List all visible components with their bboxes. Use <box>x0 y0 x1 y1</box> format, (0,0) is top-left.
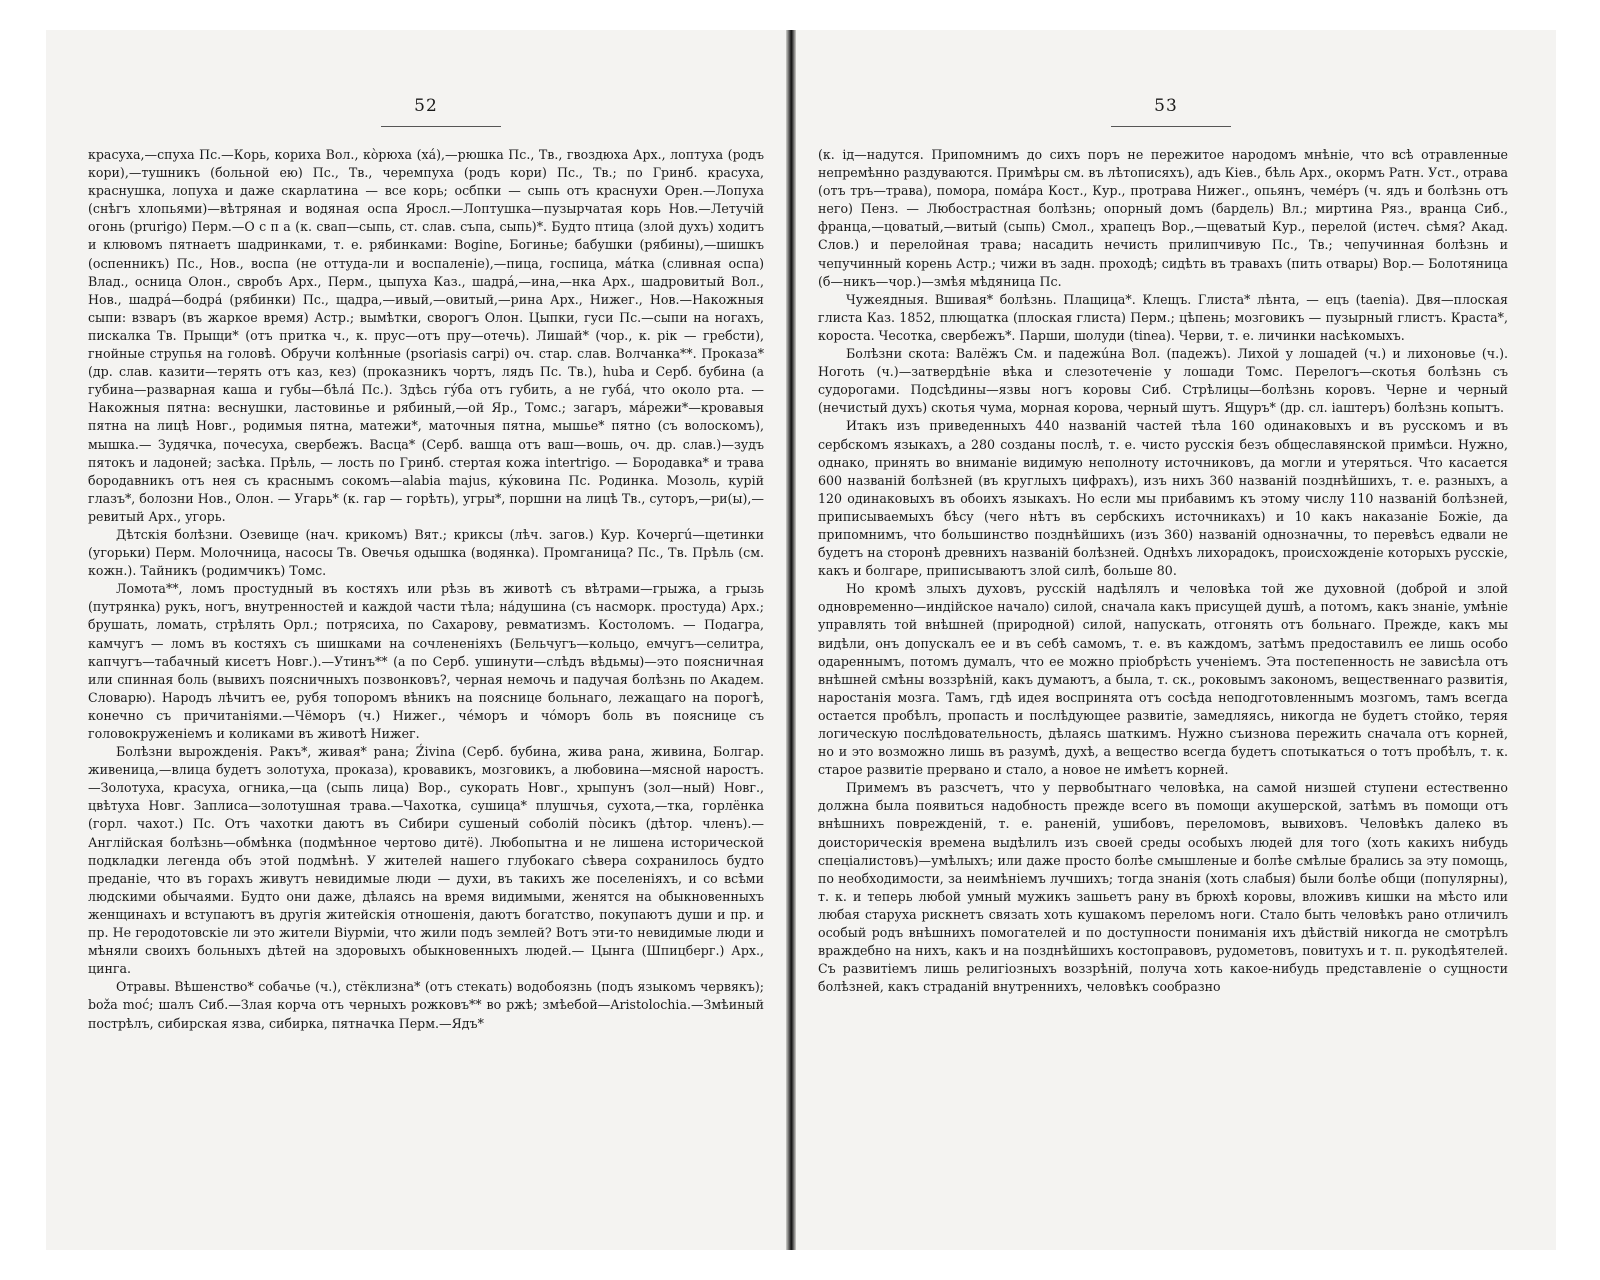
page-text <box>818 146 1508 996</box>
right-page <box>796 30 1556 1250</box>
page-number: 53 <box>1154 96 1178 116</box>
page-number: 52 <box>414 96 438 116</box>
paragraph: красуха,—спуха Пс.—Корь, кориха Вол., кòрюха (хá),—рюшка Пс., Тв., гвоздюха Арх., лоптуха (родъ кори),—тушникъ (больной ею) Пс., Тв., черемпуха (родъ кори) Пс., Тв.; по Гринб. красуха, краснушка, лопуха и даже скарлатина — все корь; осбпки — сыпь отъ краснухи Орен.—Лопуха (снѣгъ хлопьями)—вѣтряная и водяная оспа Яросл.—Лоптушка—пузырчатая корь Нов.—Летучій огонь (prurigo) Перм.—О с п а (к. свап—сыпь, ст. слав. съпа, сыпь)*. Будто птица (злой духъ) ходитъ и клювомъ пятнаетъ шадринками, т. е. рябинками: Bogine, Богинье; бабушки (рябины),—шишкъ (оспенникъ) Пс., Нов., воспа (не оттуда-ли и воспаленіе),—пица, госпица, мáтка (сливная оспа) Влад., осница Олон., свробъ Арх., Перм., цыпуха Каз., шадрá,—ина,—нка Арх., шадровитый Вол., Нов., шадрá—бодрá (рябинки) Пс., щадра,—ивый,—овитый,—рина Арх., Нижег., Нов.—Накожныя сыпи: взваръ (въ жаркое время) Астр.; вымѣтки, сворогъ Олон. Цыпки, гуси Пс.—сыпи на ногахъ, пискалка Тв. Прыщи* (отъ притка ч., к. прус—отъ пру—отечь). Лишай* (чор., к. рік — гребсти), гнойные струпья на головѣ. Обручи колѣнные (psoriasis carpi) оч. стар. слав. Волчанка**. Проказа* (др. слав. казити—терять отъ каз, кез) (проказникъ чортъ, лядъ Пс. Тв.), huba и Серб. бубина (а губина—разварная каша и губы—бѣлá Пс.). Здѣсь гýба отъ губить, а не губá, что около рта. — Накожныя пятна: веснушки, ластовинье и рябиный,—ой Яр., Томс.; загаръ, мáрежи*—кровавыя пятна на лицѣ Новг., родимыя пятна, матежи*, маточныя пятна, мышье* пятно (съ волоскомъ), мышка.— Зудячка, почесуха, свербежъ. Васца* (Серб. вашца отъ ваш—вошь, оч. др. слав.)—зудъ пятокъ и ладоней; засѣка. Прѣль, — лость по Гринб. стертая кожа intertrigo. — Бородавка* и трава бородавникъ отъ нея съ краснымъ сокомъ—alabia majus, кýковина Пс. Родинка. Мозоль, курій глазъ*, болозни Нов., Олон. — Угарь* (к. гар — горѣть), угры*, поршни на лицѣ Тв., суторъ,—ри(ы),—ревитый Арх., угорь. <box>88 147 764 524</box>
page-text <box>88 146 764 1033</box>
book-gutter <box>786 30 796 1250</box>
paragraph: Итакъ изъ приведенныхъ 440 названій частей тѣла 160 одинаковыхъ и въ русскомъ и въ сербскомъ языкахъ, а 280 созданы послѣ, т. е. чисто русскія безъ общеславянской примѣси. Нужно, однако, принять во вниманіе видимую неполноту источниковъ, да могли и утеряться. Что касается 600 названій болѣзней (въ круглыхъ цифрахъ), изъ нихъ 360 названій позднѣйшихъ, т. е. разныхъ, а 120 одинаковыхъ въ обоихъ языкахъ. Но если мы прибавимъ къ этому числу 110 названій болѣзней, приписываемыхъ бѣсу (чего нѣтъ въ сербскихъ источникахъ) и 10 какъ наказаніе Божіе, да припомнимъ, что большинство позднѣйшихъ (изъ 360) названій однозначны, то перевѣсъ едвали не будетъ на сторонѣ древнихъ названій болѣзней. Однѣхъ лихорадокъ, происхожденіе которыхъ русскіе, какъ и болгаре, приписываютъ злой силѣ, больше 80. <box>818 418 1508 579</box>
paragraph: Но кромѣ злыхъ духовъ, русскій надѣлялъ и человѣка той же духовной (доброй и злой одновременно—индійское начало) силой, сначала какъ присущей душѣ, а потомъ, какъ знаніе, умѣніе управлять той внѣшней (природной) силой, напускать, отгонять отъ больнаго. Прежде, какъ мы видѣли, онъ допускалъ ее и въ себѣ самомъ, т. е. въ каждомъ, затѣмъ предоставилъ ее лишь особо одареннымъ, потомъ думалъ, что ее можно пріобрѣсть ученіемъ. Эта постепенность не зависѣла отъ внѣшней смѣны воззрѣній, какъ думаютъ, а была, т. ск., роковымъ закономъ, вещественнаго развитія, наростанія мозга. Тамъ, гдѣ идея воспринята отъ сосѣда неподготовленнымъ мозгомъ, тамъ всегда остается пробѣлъ, пропасть и послѣдующее развитіе, замедляясь, никогда не будетъ стойко, теряя логическую послѣдовательность, дѣлаясь шаткимъ. Нужно съизнова пережить сначала отъ корней, но и это возможно лишь въ разумѣ, духѣ, а вещество всегда будетъ спотыкаться о тотъ пробѣлъ, т. к. старое развитіе прервано и стало, а новое не имѣетъ корней. <box>818 581 1508 778</box>
paragraph: Болѣзни вырожденія. Ракъ*, живая* рана; Źivina (Серб. бубина, жива рана, живина, Болгар. живеница,—влица будетъ золотуха, проказа), кровавикъ, мозговикъ, а любовина—мясной наростъ.—Золотуха, красуха, огника,—ца (сыпь лица) Вор., сукорать Новг., хрыпунъ (зол—ный) Новг., цвѣтуха Новг. Заплиса—золотушная трава.—Чахотка, сушица* плушчья, сухота,—тка, горлёнка (горл. чахот.) Пс. Отъ чахотки даютъ въ Сибири сушеный соболій пòсикъ (дѣтор. членъ).—Англійская болѣзнь—обмѣнка (подмѣнное чертово дитё). Любопытна и не лишена исторической подкладки легенда объ этой подмѣнѣ. У жителей нашего глубокаго сѣвера сохранилось будто преданіе, что въ горахъ живутъ невидимые люди — духи, въ такихъ же поселеніяхъ, и со всѣми людскими обычаями. Будто они даже, дѣлаясь на время видимыми, женятся на обыкновенныхъ женщинахъ и вступаютъ въ другія житейскія отношенія, даютъ богатство, покупаютъ души и пр. и пр. Не геродотовскіе ли это жители Віурміи, что жили подъ землей? Вотъ эти-то невидимые люди и мѣняли своихъ больныхъ дѣтей на здоровыхъ обыкновенныхъ людей.— Цынга (Шпицберг.) Арх., цинга. <box>88 744 764 977</box>
header-rule <box>381 126 501 127</box>
header-rule <box>1111 126 1231 127</box>
paragraph: (к. ід—надутся. Припомнимъ до сихъ поръ не пережитое народомъ мнѣніе, что всѣ отравленные непремѣнно раздуваются. Примѣры см. въ лѣтописяхъ), адъ Кіев., бѣль Арх., окормъ Ратн. Уст., отрава (отъ тръ—трава), помора, помáра Кост., Кур., протрава Нижег., опьянъ, чемéръ (ч. ядъ и болѣзнь отъ него) Пенз. — Любострастная болѣзнь; опорный домъ (бардель) Вл.; миртина Ряз., вранца Сиб., франца,—цоватый,—витый (сыпь) Смол., храпецъ Вор.,—щеватый Кур., перелой (истеч. сѣмя? Акад. Слов.) и перелойная трава; насадить нечисть прилипчивую Пс., Тв.; чепучинная болѣзнь и чепучинный корень Астр.; чижи въ задн. проходѣ; сидѣть въ травахъ (пить отвары) Вор.— Болотяница (б—никъ—чор.)—змѣя мѣдяница Пс. <box>818 147 1508 289</box>
left-page <box>46 30 786 1250</box>
paragraph: Примемъ въ разсчетъ, что у первобытнаго человѣка, на самой низшей ступени естественно должна была появиться надобность прежде всего въ помощи акушерской, затѣмъ въ помощи отъ внѣшнихъ поврежденій, т. е. раненій, ушибовъ, переломовъ, вывиховъ. Человѣкъ далеко въ доисторическія времена выдѣлилъ изъ своей среды особыхъ людей для того (хоть какихъ нибудь спеціалистовъ)—умѣлыхъ; или даже просто болѣе смышленые и болѣе смѣлые брались за эту помощь, по необходимости, за неимѣніемъ лучшихъ; тогда знанія (хоть слабыя) были болѣе общи (популярны), т. к. и теперь любой умный мужикъ зашьетъ рану въ брюхѣ коровы, вложивъ кишки на мѣсто или любая старуха рискнетъ связать хоть кушакомъ переломъ ноги. Стало быть человѣкъ рано отличилъ особый родъ внѣшнихъ помогателей и по доступности пониманія ихъ дѣйствій никогда не смотрѣлъ враждебно на нихъ, какъ и на позднѣйшихъ костоправовъ, рудометовъ, повитухъ и т. п. рукодѣятелей. Съ развитіемъ лишь религіозныхъ воззрѣній, получа хоть какое-нибудь представленіе о сущности болѣзней, какъ страданій внутреннихъ, человѣкъ сообразно <box>818 780 1508 995</box>
paragraph: Дѣтскія болѣзни. Озевище (нач. крикомъ) Вят.; криксы (лѣч. загов.) Кур. Кочергú—щетинки (угорьки) Перм. Молочница, насосы Тв. Овечья одышка (водянка). Промганица? Пс., Тв. Прѣль (см. кожн.). Тайникъ (родимчикъ) Томс. <box>88 526 764 579</box>
paragraph: Ломота**, ломъ простудный въ костяхъ или рѣзь въ животѣ съ вѣтрами—грыжа, а грызь (путрянка) рукъ, ногъ, внутренностей и каждой части тѣла; нáдушина (съ насморк. простуда) Арх.; брушать, ломать, стрѣлять Орл.; потрясиха, по Сахарову, ревматизмъ. Костоломъ. — Подагра, камчугъ — ломъ въ костяхъ съ шишками на сочлененіяхъ (Бельчугъ—кольцо, емчугъ—селитра, капчугъ—табачный кисетъ Новг.).—Утинъ** (а по Серб. ушинути—слѣдъ вѣдьмы)—это поясничная или спинная боль (вывихъ поясничныхъ позвонковъ?, черная немочь и падучая болѣзнь по Академ. Словарю). Народъ лѣчитъ ее, рубя топоромъ вѣникъ на пояснице больнаго, лежащаго на порогѣ, конечно съ причитаніями.—Чёморъ (ч.) Нижег., чéморъ и чóморъ боль въ пояснице съ головокруженіемъ и коликами въ животѣ Нижег. <box>88 581 764 741</box>
paragraph: Чужеядныя. Вшивая* болѣзнь. Плащица*. Клещъ. Глиста* лѣнта, — ецъ (taenia). Двя—плоская глиста Каз. 1852, плющатка (плоская глиста) Перм.; цѣпень; мозговикъ — пузырный глистъ. Краста*, короста. Чесотка, свербежъ*. Парши, шолуди (tinea). Черви, т. е. личинки насѣкомыхъ. <box>818 291 1508 343</box>
paragraph: Отравы. Вѣшенство* собачье (ч.), стёклизна* (отъ стекать) водобоязнь (подъ языкомъ червякъ); boža moć; шалъ Сиб.—Злая корча отъ черныхъ рожковъ** во ржѣ; змѣебой—Aristolochia.—Змѣиный пострѣлъ, сибирская язва, сибирка, пятначка Перм.—Ядъ* <box>88 979 764 1031</box>
paragraph: Болѣзни скота: Валёжъ См. и падежúна Вол. (падежъ). Лихой у лошадей (ч.) и лихоновье (ч.). Ноготь (ч.)—затвердѣніе вѣка и слезотеченіе у лошади Томс. Перелогъ—скотья болѣзнь съ судорогами. Подсѣдины—язвы ногъ коровы Сиб. Стрѣлицы—болѣзнь коровъ. Черне и черный (нечистый духъ) скотья чума, морная корова, черный шутъ. Ящуръ* (др. сл. іаштеръ) болѣзнь копытъ. <box>818 346 1508 416</box>
